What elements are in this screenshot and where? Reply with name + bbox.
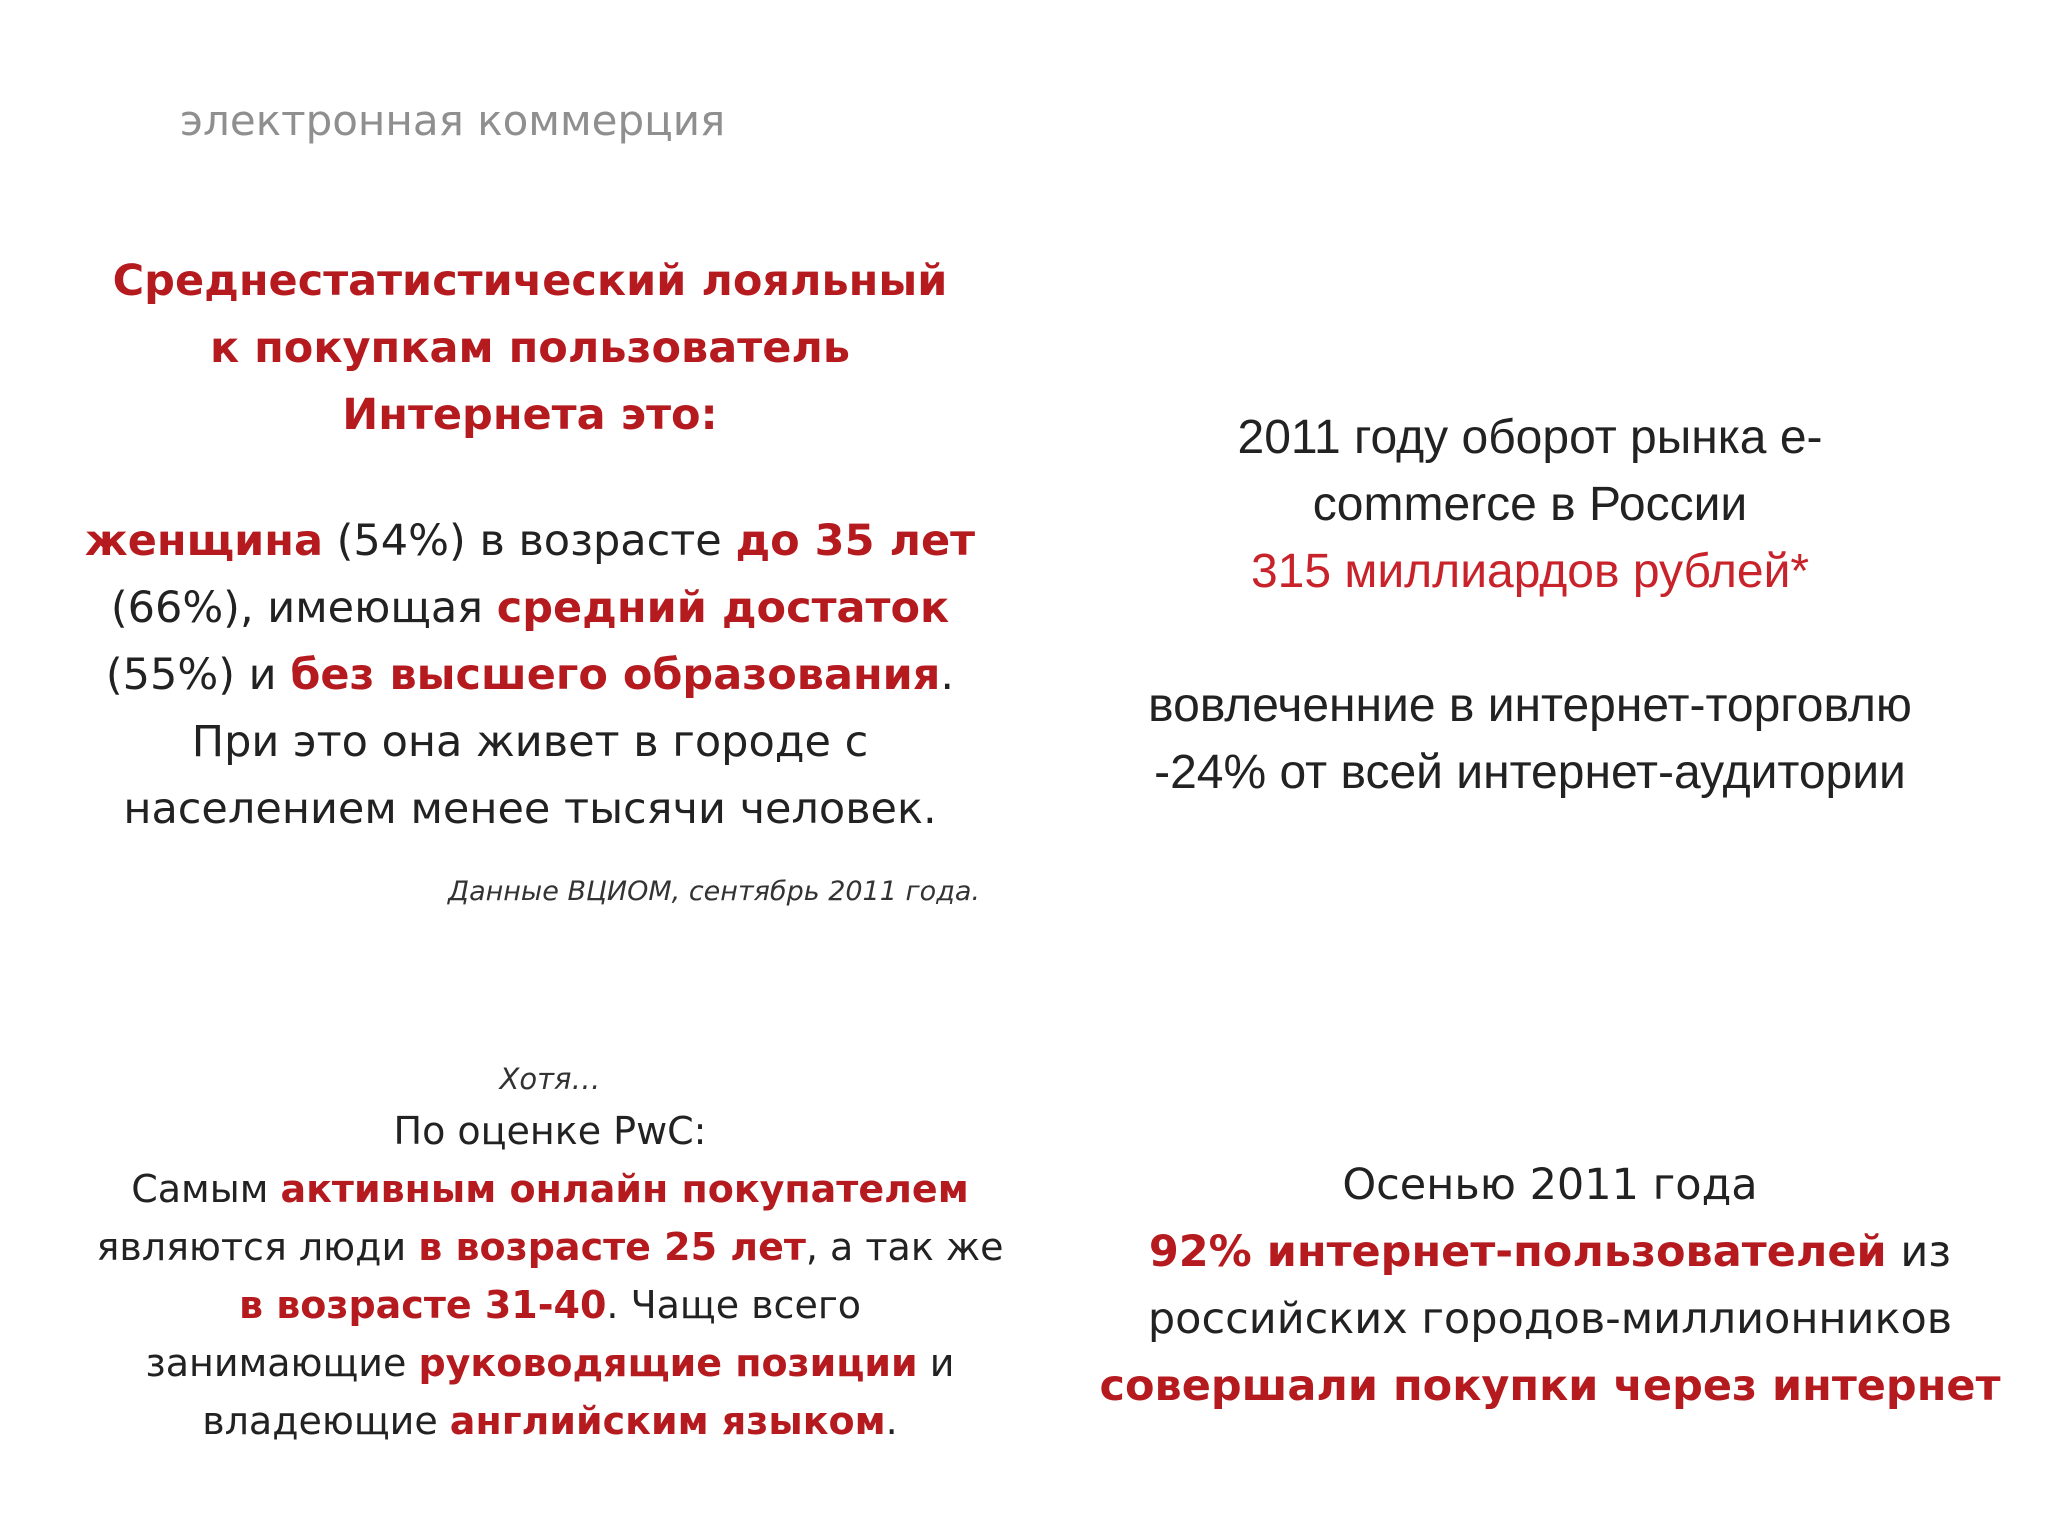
autumn-line-2 xyxy=(1080,1219,2020,1286)
emph-english: английским языком xyxy=(449,1399,886,1443)
pwc-text: Самым xyxy=(131,1167,281,1211)
slide-title: электронная коммерция xyxy=(180,96,726,145)
emph-online-purchases: совершали покупки через интернет xyxy=(1099,1361,2001,1411)
pwc-text: и xyxy=(917,1341,955,1385)
though-caption: Хотя… xyxy=(499,1062,601,1096)
desc-line-2 xyxy=(60,575,1000,642)
pwc-text: владеющие xyxy=(202,1399,450,1443)
desc-text: (66%), имеющая xyxy=(110,583,497,633)
heading-line-1: Среднестатистический лояльный xyxy=(112,256,948,306)
pwc-line-5 xyxy=(60,1334,1040,1392)
turnover-line-2: commerce в России xyxy=(1312,478,1748,531)
desc-line-4: При это она живет в городе с xyxy=(191,717,869,767)
emph-income: средний достаток xyxy=(496,583,950,633)
pwc-text: . Чаще всего xyxy=(606,1283,862,1327)
emph-education: без высшего образования xyxy=(290,650,941,700)
autumn-2011-stat xyxy=(1080,1152,2020,1420)
pwc-line-2 xyxy=(60,1160,1040,1218)
pwc-text: , а так же xyxy=(805,1225,1004,1269)
autumn-line-1: Осенью 2011 года xyxy=(1342,1160,1758,1210)
pwc-line-4 xyxy=(60,1276,1040,1334)
emph-age: до 35 лет xyxy=(735,516,976,566)
loyal-user-description xyxy=(60,508,1000,843)
audience-involvement xyxy=(1040,672,2020,806)
heading-line-2: к покупкам пользователь xyxy=(209,323,851,373)
desc-text: . xyxy=(940,650,955,700)
pwc-line-3 xyxy=(60,1218,1040,1276)
turnover-amount: 315 миллиардов рублей* xyxy=(1250,545,1810,598)
market-turnover xyxy=(1040,404,2020,605)
autumn-text: из xyxy=(1886,1227,1952,1277)
autumn-line-3: российских городов-миллионников xyxy=(1147,1294,1953,1344)
pwc-line-6 xyxy=(60,1392,1040,1450)
pwc-estimate xyxy=(60,1102,1040,1450)
desc-text: (54%) в возрасте xyxy=(322,516,736,566)
desc-line-3 xyxy=(60,642,1000,709)
pwc-text: являются люди xyxy=(96,1225,419,1269)
emph-active-buyer: активным онлайн покупателем xyxy=(280,1167,969,1211)
desc-text: (55%) и xyxy=(105,650,291,700)
emph-woman: женщина xyxy=(84,516,323,566)
pwc-line-1: По оценке PwC: xyxy=(393,1109,707,1153)
heading-line-3: Интернета это: xyxy=(342,390,718,440)
emph-age-31-40: в возрасте 31-40 xyxy=(238,1283,607,1327)
involvement-line-2: -24% от всей интернет-аудитории xyxy=(1154,746,1906,799)
emph-age-25: в возрасте 25 лет xyxy=(418,1225,806,1269)
loyal-user-heading xyxy=(60,248,1000,449)
involvement-line-1: вовлеченние в интернет-торговлю xyxy=(1148,679,1912,732)
source-note: Данные ВЦИОМ, сентябрь 2011 года. xyxy=(447,876,980,907)
desc-line-5: населением менее тысячи человек. xyxy=(123,784,937,834)
desc-line-1 xyxy=(60,508,1000,575)
turnover-line-1: 2011 году оборот рынка e- xyxy=(1237,411,1823,464)
pwc-text: . xyxy=(885,1399,898,1443)
emph-leadership: руководящие позиции xyxy=(418,1341,918,1385)
pwc-text: занимающие xyxy=(145,1341,419,1385)
emph-92-percent: 92% интернет-пользователей xyxy=(1148,1227,1887,1277)
